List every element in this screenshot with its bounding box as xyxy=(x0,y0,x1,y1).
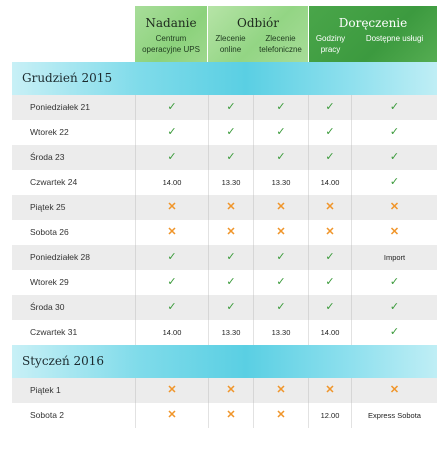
check-icon: ✓ xyxy=(208,120,253,145)
check-icon: ✓ xyxy=(351,145,437,170)
check-icon: ✓ xyxy=(351,95,437,120)
check-icon: ✓ xyxy=(208,145,253,170)
check-icon: ✓ xyxy=(351,170,437,195)
cross-icon: ✕ xyxy=(135,403,208,428)
cell-value: 13.30 xyxy=(253,170,308,195)
cross-icon: ✕ xyxy=(135,195,208,220)
check-icon: ✓ xyxy=(308,95,351,120)
month-title: Grudzień 2015 xyxy=(22,71,113,85)
check-icon: ✓ xyxy=(253,95,308,120)
cross-icon: ✕ xyxy=(135,220,208,245)
day-label: Środa 30 xyxy=(30,302,65,312)
check-icon: ✓ xyxy=(253,120,308,145)
check-icon: ✓ xyxy=(208,245,253,270)
header-doreczenie-title: Doręczenie xyxy=(338,16,408,30)
day-label: Piątek 1 xyxy=(30,385,61,395)
header-odbior xyxy=(208,6,308,62)
cross-icon: ✕ xyxy=(208,220,253,245)
cross-icon: ✕ xyxy=(308,378,351,403)
table-row xyxy=(12,403,437,428)
table-row xyxy=(12,320,437,345)
cross-icon: ✕ xyxy=(253,403,308,428)
check-icon: ✓ xyxy=(253,270,308,295)
cell-value: 14.00 xyxy=(135,170,208,195)
table-row xyxy=(12,220,437,245)
cell-value: Express Sobota xyxy=(351,403,437,428)
cross-icon: ✕ xyxy=(208,378,253,403)
check-icon: ✓ xyxy=(135,245,208,270)
day-label: Środa 23 xyxy=(30,152,65,162)
month-title: Styczeń 2016 xyxy=(22,354,105,368)
check-icon: ✓ xyxy=(351,120,437,145)
day-label: Poniedziałek 28 xyxy=(30,252,91,262)
check-icon: ✓ xyxy=(351,270,437,295)
cross-icon: ✕ xyxy=(308,195,351,220)
check-icon: ✓ xyxy=(135,145,208,170)
day-label: Poniedziałek 21 xyxy=(30,102,91,112)
day-label: Wtorek 29 xyxy=(30,277,69,287)
header-col-centrum: Centrum operacyjne UPS xyxy=(142,34,200,54)
table-row xyxy=(12,245,437,270)
cell-value: 14.00 xyxy=(308,170,351,195)
check-icon: ✓ xyxy=(351,320,437,345)
check-icon: ✓ xyxy=(308,120,351,145)
day-label: Czwartek 31 xyxy=(30,327,78,337)
cell-value: 13.30 xyxy=(208,170,253,195)
check-icon: ✓ xyxy=(135,270,208,295)
cross-icon: ✕ xyxy=(208,195,253,220)
header-doreczenie xyxy=(309,6,437,62)
cell-value: 14.00 xyxy=(135,320,208,345)
check-icon: ✓ xyxy=(135,120,208,145)
cell-value: Import xyxy=(351,245,437,270)
header-col-zlecenie-telefoniczne: Zlecenie telefoniczne xyxy=(259,34,302,54)
table-row xyxy=(12,378,437,403)
header-col-zlecenie-online: Zlecenie online xyxy=(215,34,246,54)
month-band xyxy=(12,345,437,378)
table-row xyxy=(12,120,437,145)
table-row xyxy=(12,145,437,170)
header-odbior-title: Odbiór xyxy=(237,16,279,30)
cross-icon: ✕ xyxy=(253,195,308,220)
cross-icon: ✕ xyxy=(351,195,437,220)
header-nadanie-title: Nadanie xyxy=(145,16,197,30)
check-icon: ✓ xyxy=(351,295,437,320)
check-icon: ✓ xyxy=(253,245,308,270)
cell-value: 12.00 xyxy=(308,403,351,428)
cross-icon: ✕ xyxy=(253,220,308,245)
check-icon: ✓ xyxy=(308,145,351,170)
header-col-dostepne-uslugi: Dostępne usługi xyxy=(365,34,424,43)
day-label: Piątek 25 xyxy=(30,202,66,212)
cross-icon: ✕ xyxy=(253,378,308,403)
cross-icon: ✕ xyxy=(135,378,208,403)
day-label: Sobota 26 xyxy=(30,227,69,237)
check-icon: ✓ xyxy=(208,95,253,120)
check-icon: ✓ xyxy=(308,295,351,320)
check-icon: ✓ xyxy=(135,95,208,120)
day-label: Sobota 2 xyxy=(30,410,65,420)
month-band xyxy=(12,62,437,95)
cross-icon: ✕ xyxy=(308,220,351,245)
check-icon: ✓ xyxy=(208,270,253,295)
cross-icon: ✕ xyxy=(351,220,437,245)
check-icon: ✓ xyxy=(208,295,253,320)
cell-value: 13.30 xyxy=(253,320,308,345)
table-row xyxy=(12,195,437,220)
cross-icon: ✕ xyxy=(208,403,253,428)
table-row xyxy=(12,295,437,320)
check-icon: ✓ xyxy=(253,295,308,320)
cell-value: 14.00 xyxy=(308,320,351,345)
cell-value: 13.30 xyxy=(208,320,253,345)
check-icon: ✓ xyxy=(135,295,208,320)
day-label: Wtorek 22 xyxy=(30,127,69,137)
cross-icon: ✕ xyxy=(351,378,437,403)
check-icon: ✓ xyxy=(253,145,308,170)
table-row xyxy=(12,270,437,295)
check-icon: ✓ xyxy=(308,270,351,295)
table-row xyxy=(12,170,437,195)
header-nadanie xyxy=(135,6,207,62)
header-col-godziny-pracy: Godziny pracy xyxy=(315,34,346,54)
check-icon: ✓ xyxy=(308,245,351,270)
table-row xyxy=(12,95,437,120)
day-label: Czwartek 24 xyxy=(30,177,78,187)
